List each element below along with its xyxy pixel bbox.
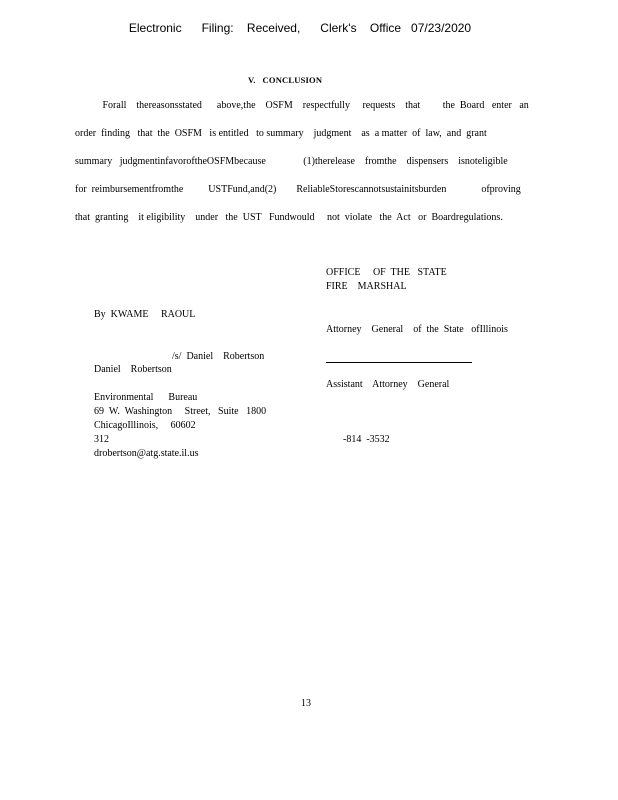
city-state-zip: ChicagoIllinois, 60602 — [94, 420, 196, 431]
office-title-line1: OFFICE OF THE STATE — [326, 267, 447, 278]
by-line: By KWAME RAOUL — [94, 309, 196, 320]
signature-rule — [326, 362, 472, 363]
attorney-general-line: Attorney General of the State ofIllinois — [326, 324, 508, 335]
signer-title: Assistant Attorney General — [326, 379, 450, 390]
bureau-name: Environmental Bureau — [94, 392, 198, 403]
body-line: Forall thereasonsstated above,the OSFM respectfully requests that the Board enter an — [75, 100, 529, 111]
street-address: 69 W. Washington Street, Suite 1800 — [94, 406, 267, 417]
body-line: for reimbursementfromthe USTFund,and(2) ReliableStorescannotsustainitsburden ofproving — [75, 184, 521, 195]
office-title-line2: FIRE MARSHAL — [326, 281, 407, 292]
email-address: drobertson@atg.state.il.us — [94, 448, 199, 459]
page-number: 13 — [301, 698, 311, 709]
electronic-signature: /s/ Daniel Robertson — [172, 351, 265, 362]
signer-name: Daniel Robertson — [94, 364, 172, 375]
body-line: that granting it eligibility under the UST Fundwould not violate the Act or Boardregulations. — [75, 212, 503, 223]
body-line: order finding that the OSFM is entitled to summary judgment as a matter of law, and grant — [75, 128, 487, 139]
phone-number: -814 -3532 — [343, 434, 390, 445]
section-heading: V. CONCLUSION — [248, 75, 323, 85]
phone-area-code: 312 — [94, 434, 109, 445]
body-line: summary judgmentinfavoroftheOSFMbecause (1)therelease fromthe dispensers isnoteligible — [75, 156, 508, 167]
filing-header: Electronic Filing: Received, Clerk's Office 07/23/2020 — [128, 21, 472, 35]
